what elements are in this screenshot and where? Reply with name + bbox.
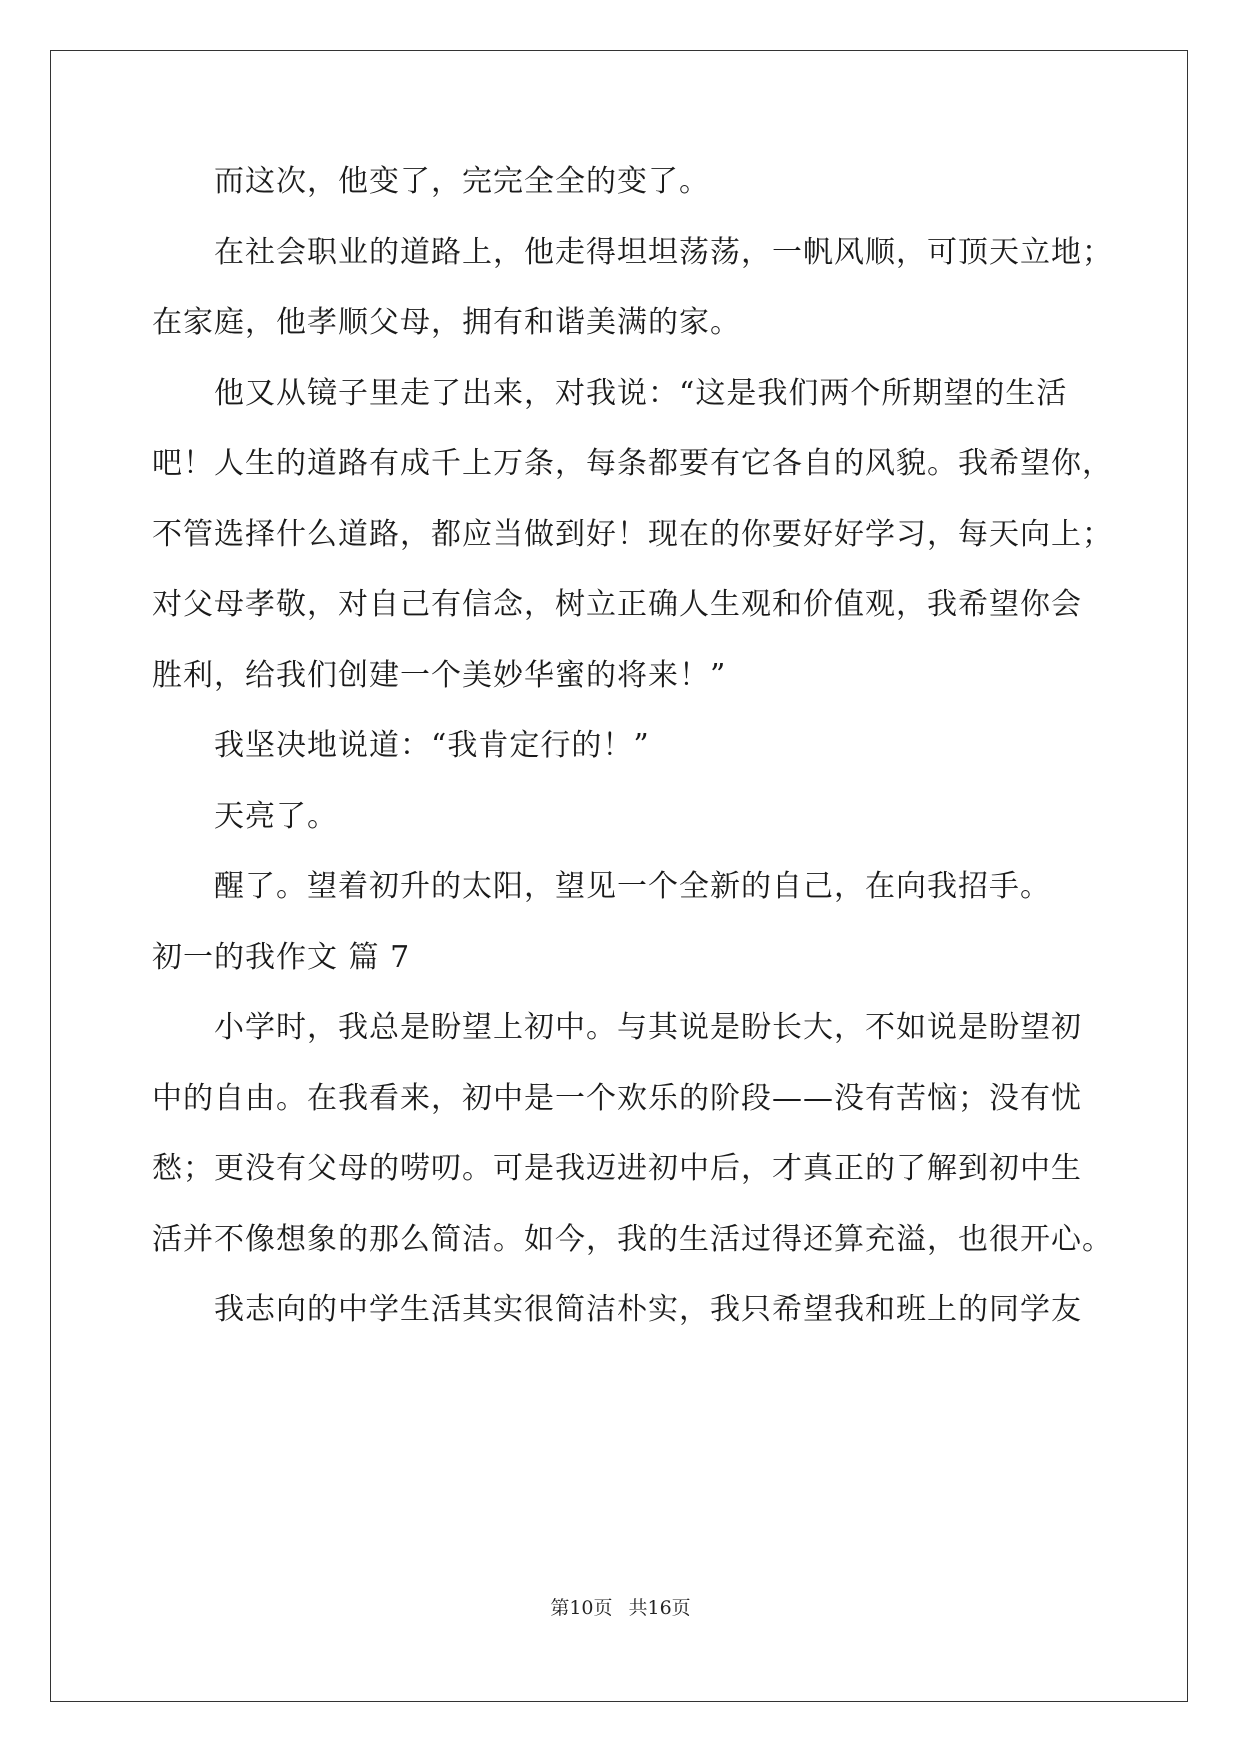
paragraph-line: 胜利，给我们创建一个美妙华蜜的将来！”	[152, 658, 727, 693]
paragraph-line: 不管选择什么道路，都应当做到好！现在的你要好好学习，每天向上；	[152, 517, 1113, 552]
paragraph-line: 活并不像想象的那么简洁。如今，我的生活过得还算充溢，也很开心。	[152, 1222, 1113, 1257]
page-footer	[0, 1596, 1241, 1620]
paragraph-line: 中的自由。在我看来，初中是一个欢乐的阶段——没有苦恼；没有忧	[152, 1081, 1082, 1116]
paragraph-line: 对父母孝敬，对自己有信念，树立正确人生观和价值观，我希望你会	[152, 587, 1082, 622]
paragraph-line: 天亮了。	[214, 799, 338, 834]
paragraph-line: 在家庭，他孝顺父母，拥有和谐美满的家。	[152, 305, 741, 340]
paragraph-line: 醒了。望着初升的太阳，望见一个全新的自己，在向我招手。	[214, 869, 1051, 904]
page-total: 共16页	[628, 1597, 691, 1619]
paragraph-line: 小学时，我总是盼望上初中。与其说是盼长大，不如说是盼望初	[214, 1010, 1082, 1045]
paragraph-line: 我坚决地说道：“我肯定行的！”	[214, 728, 650, 763]
page-number: 第10页	[550, 1597, 613, 1619]
paragraph-line: 我志向的中学生活其实很简洁朴实，我只希望我和班上的同学友	[214, 1292, 1082, 1327]
paragraph-line: 吧！人生的道路有成千上万条，每条都要有它各自的风貌。我希望你，	[152, 446, 1113, 481]
section-heading: 初一的我作文 篇 7	[152, 940, 411, 975]
paragraph-line: 他又从镜子里走了出来，对我说：“这是我们两个所期望的生活	[214, 376, 1068, 411]
paragraph-line: 在社会职业的道路上，他走得坦坦荡荡，一帆风顺，可顶天立地；	[214, 235, 1113, 270]
paragraph-line: 而这次，他变了，完完全全的变了。	[214, 164, 710, 199]
paragraph-line: 愁；更没有父母的唠叨。可是我迈进初中后，才真正的了解到初中生	[152, 1151, 1082, 1186]
